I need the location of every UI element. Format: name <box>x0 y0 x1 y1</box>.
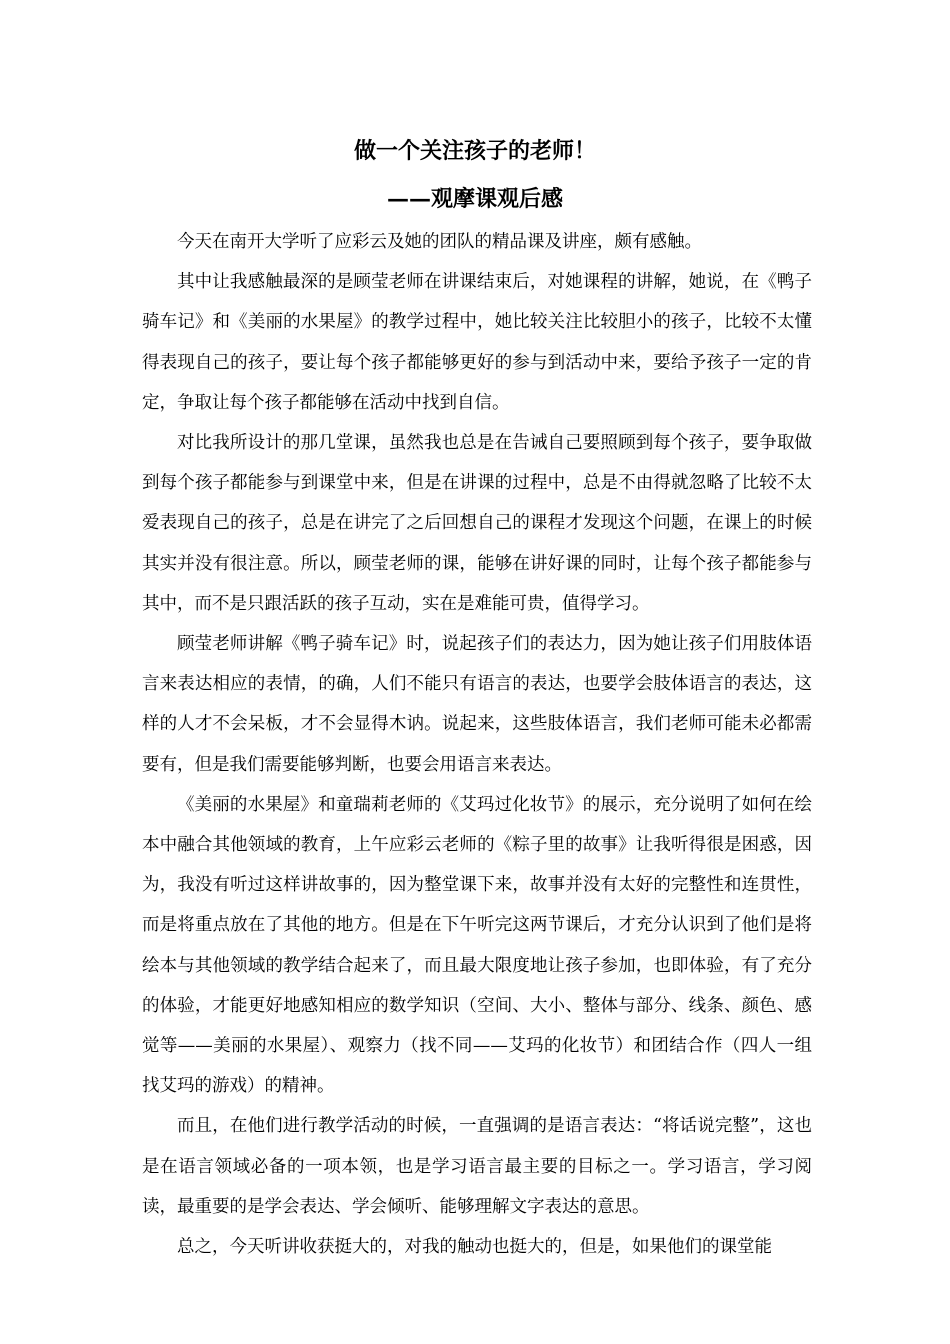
paragraph-intro: 今天在南开大学听了应彩云及她的团队的精品课及讲座，颇有感触。 <box>177 232 702 252</box>
document-body <box>142 222 812 1267</box>
paragraph-conclusion: 总之，今天听讲收获挺大的，对我的触动也挺大的，但是，如果他们的课堂能 <box>177 1237 772 1258</box>
paragraph-picture-book-integration: 《美丽的水果屋》和童瑞莉老师的《艾玛过化妆节》的展示，充分说明了如何在绘本中融合其他领域的教育，上午应彩云老师的《粽子里的故事》让我听得很是困惑，因为，我没有听过这样讲故事的，因为整堂课下来，故事并没有太好的完整性和连贯性，而是将重点放在了其他的地方。但是在下午听完这两节课后，才充分认识到了他们是将绘本与其他领域的教学结合起来了，而且最大限度地让孩子参加，也即体验，有了充分的体验，才能更好地感知相应的数学知识（空间、大小、整体与部分、线条、颜色、感觉等——美丽的水果屋）、观察力（找不同——艾玛的化妆节）和团结合作（四人一组找艾玛的游戏）的精神。 <box>142 794 812 1097</box>
page-title: 做一个关注孩子的老师！ <box>353 138 596 164</box>
paragraph-gu-ying-focus: 其中让我感触最深的是顾莹老师在讲课结束后，对她课程的讲解，她说，在《鸭子骑车记》和《美丽的水果屋》的教学过程中，她比较关注比较胆小的孩子，比较不太懂得表现自己的孩子，要让每个孩子都能够更好的参与到活动中来，要给予孩子一定的肯定，争取让每个孩子都能够在活动中找到自信。 <box>142 272 812 413</box>
page-subtitle: ——观摩课观后感 <box>386 186 563 212</box>
paragraph-language-expression: 而且，在他们进行教学活动的时候，一直强调的是语言表达：“将话说完整”，这也是在语言领域必备的一项本领，也是学习语言最主要的目标之一。学习语言，学习阅读，最重要的是学会表达、学会倾听、能够理解文字表达的意思。 <box>142 1116 812 1217</box>
paragraph-self-reflection: 对比我所设计的那几堂课，虽然我也总是在告诫自己要照顾到每个孩子，要争取做到每个孩子都能参与到课堂中来，但是在讲课的过程中，总是不由得就忽略了比较不太爱表现自己的孩子，总是在讲完了之后回想自己的课程才发现这个问题，在课上的时候其实并没有很注意。所以，顾莹老师的课，能够在讲好课的同时，让每个孩子都能参与其中，而不是只跟活跃的孩子互动，实在是难能可贵，值得学习。 <box>142 433 812 614</box>
paragraph-body-language: 顾莹老师讲解《鸭子骑车记》时，说起孩子们的表达力，因为她让孩子们用肢体语言来表达相应的表情，的确，人们不能只有语言的表达，也要学会肢体语言的表达，这样的人才不会呆板，才不会显得木讷。说起来，这些肢体语言，我们老师可能未必都需要有，但是我们需要能够判断，也要会用语言来表达。 <box>142 634 812 775</box>
